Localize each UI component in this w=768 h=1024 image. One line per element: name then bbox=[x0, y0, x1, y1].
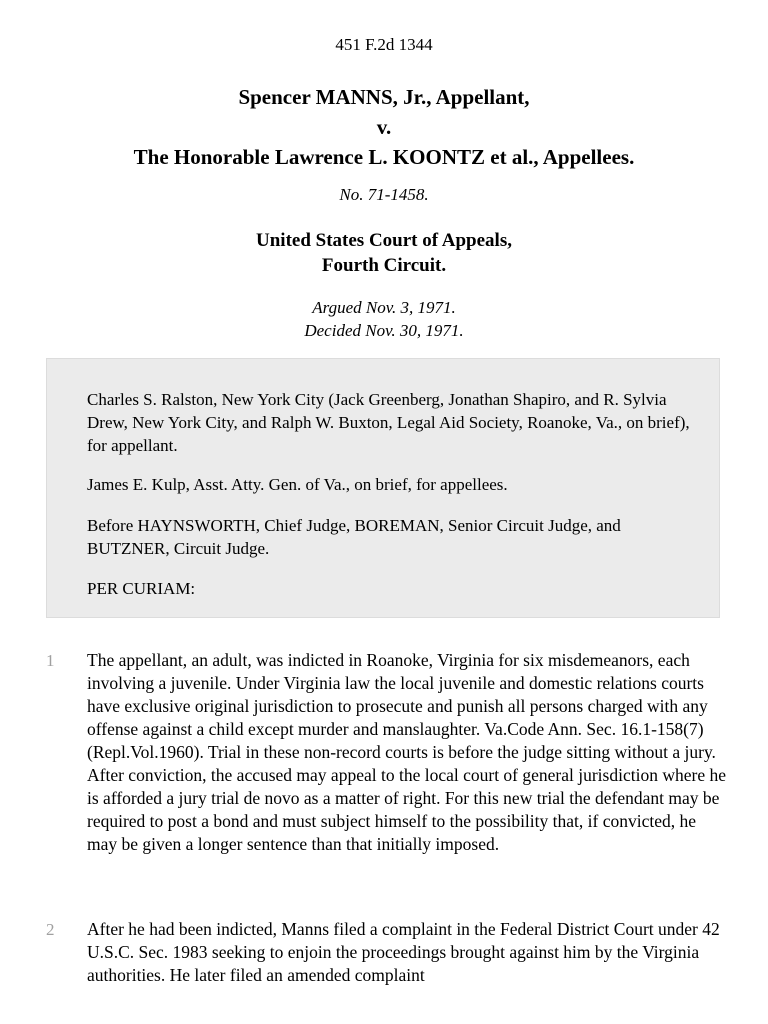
case-citation: 451 F.2d 1344 bbox=[335, 35, 433, 54]
paragraph-text: After he had been indicted, Manns filed a complaint in the Federal District Court under 42 U.S.C. Sec. 1983 seeking to enjoin the proceedings brought against him by the Virginia authorities. He later filed an amended complaint bbox=[87, 919, 720, 985]
case-dates bbox=[0, 296, 768, 342]
counsel-panel bbox=[46, 358, 720, 618]
versus-label: v. bbox=[376, 115, 392, 139]
docket-number: No. 71-1458. bbox=[339, 185, 429, 204]
judicial-panel: Before HAYNSWORTH, Chief Judge, BOREMAN, Senior Circuit Judge, and BUTZNER, Circuit Judge. bbox=[87, 516, 621, 558]
paragraph-text: The appellant, an adult, was indicted in Roanoke, Virginia for six misdemeanors, each involving a juvenile. Under Virginia law the local juvenile and domestic relations courts have exclusive original jurisdiction to prosecute and punish all persons charged with any offense against a child except murder and manslaughter. Va.Code Ann. Sec. 16.1-158(7) (Repl.Vol.1960). Trial in these non-record courts is before the judge sitting without a jury. After conviction, the accused may appeal to the local court of general jurisdiction where he is afforded a jury trial de novo as a matter of right. For this new trial the defendant may be required to post a bond and must subject himself to the possibility that, if convicted, he may be given a longer sentence than that initially imposed. bbox=[87, 650, 726, 854]
opinion-type: PER CURIAM: bbox=[87, 579, 196, 598]
court-name-line-2: Fourth Circuit. bbox=[321, 255, 447, 276]
court-name bbox=[0, 228, 768, 278]
appellant-counsel: Charles S. Ralston, New York City (Jack Greenberg, Jonathan Shapiro, and R. Sylvia Drew, New York City, and Ralph W. Buxton, Legal Aid Society, Roanoke, Va., on brief), for appellant. bbox=[87, 390, 690, 455]
appellant-name: Spencer MANNS, Jr., Appellant, bbox=[238, 85, 530, 109]
argued-date: Argued Nov. 3, 1971. bbox=[312, 298, 456, 317]
case-caption bbox=[0, 82, 768, 172]
paragraph-number: 2 bbox=[46, 920, 55, 939]
court-name-line-1: United States Court of Appeals, bbox=[256, 230, 512, 251]
decided-date: Decided Nov. 30, 1971. bbox=[304, 321, 464, 340]
appellees-name: The Honorable Lawrence L. KOONTZ et al., Appellees. bbox=[133, 145, 635, 169]
paragraph-number: 1 bbox=[46, 651, 55, 670]
appellee-counsel: James E. Kulp, Asst. Atty. Gen. of Va., on brief, for appellees. bbox=[87, 475, 508, 494]
